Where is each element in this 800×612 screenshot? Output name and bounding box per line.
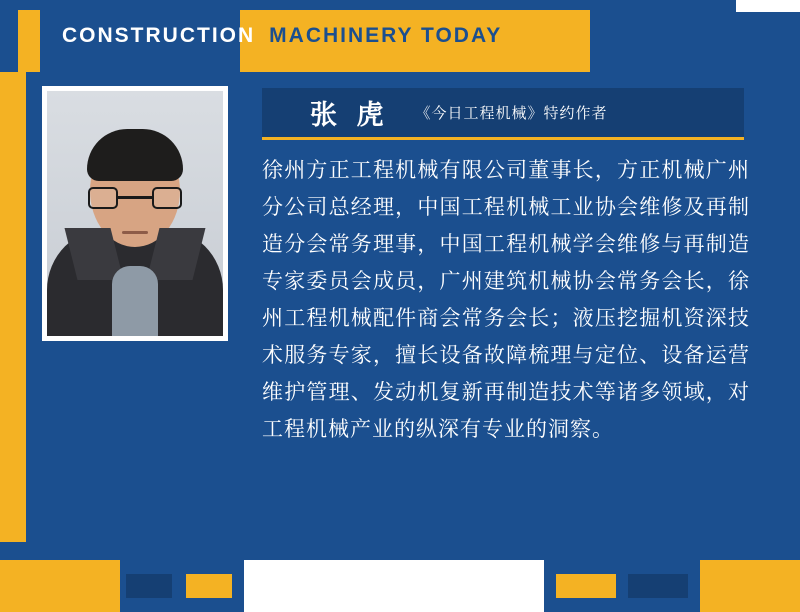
decor-bottom-blue-1 — [126, 574, 172, 598]
decor-bottom-blue-2 — [628, 574, 688, 598]
person-subtitle: 《今日工程机械》特约作者 — [415, 105, 608, 122]
portrait-glasses-right — [152, 187, 182, 209]
decor-bottom-white — [244, 560, 544, 612]
decor-bottom-yellow-left — [0, 560, 120, 612]
portrait-hair — [87, 129, 183, 181]
decor-bottom-yellow-right — [700, 560, 800, 612]
decor-top-blue-block-2 — [618, 38, 706, 54]
portrait-glasses-bridge — [118, 196, 152, 199]
masthead-word-machinery-today: MACHINERY TODAY — [269, 24, 503, 47]
person-bio: 徐州方正工程机械有限公司董事长，方正机械广州分公司总经理，中国工程机械工业协会维修及再制造分会常务理事，中国工程机械学会维修与再制造专家委员会成员，广州建筑机械协会常务会长，徐州工程机械配件商会常务会长；液压挖掘机资深技术服务专家，擅长设备故障梳理与定位、设备运营维护管理、发动机复新再制造技术等诸多领域，对工程机械产业的纵深有专业的洞察。 — [262, 159, 750, 441]
portrait-shirt — [112, 266, 158, 336]
portrait-glasses-left — [88, 187, 118, 209]
portrait-frame — [42, 86, 228, 341]
name-plate — [262, 88, 744, 140]
decor-bottom-yellow-3 — [556, 574, 616, 598]
decor-top-left-bar — [18, 10, 40, 72]
portrait-photo — [47, 91, 223, 336]
portrait-mouth — [122, 231, 148, 234]
masthead — [62, 14, 502, 58]
decor-top-blue-block-1 — [618, 14, 706, 30]
decor-bottom-yellow-2 — [186, 574, 232, 598]
person-name: 张 虎 — [310, 100, 390, 130]
decor-left-yellow-bar — [0, 72, 26, 542]
decor-top-right-white — [736, 0, 800, 12]
masthead-word-construction: CONSTRUCTION — [62, 24, 256, 47]
